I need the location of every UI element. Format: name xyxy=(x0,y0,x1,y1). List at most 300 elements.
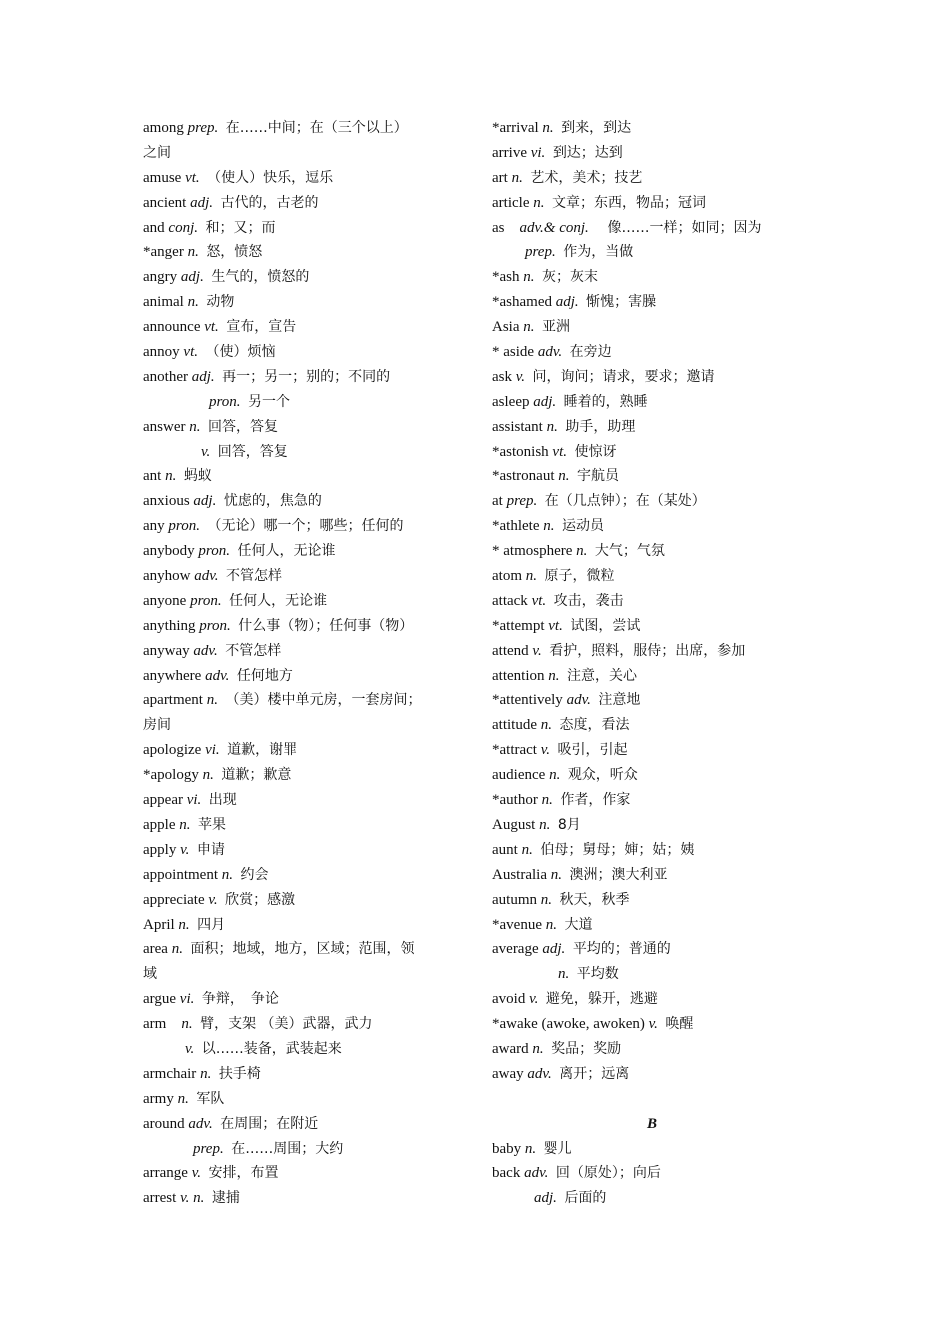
entry-meaning: 后面的 xyxy=(564,1190,607,1207)
entry-word: anyone xyxy=(143,592,187,609)
entry-line xyxy=(492,639,812,664)
entry-word: anyhow xyxy=(143,568,191,585)
entry-meaning: 不管怎样 xyxy=(226,568,283,585)
entry-word: *ashamed xyxy=(492,294,552,311)
entry-line xyxy=(143,415,473,440)
part-of-speech: n. xyxy=(541,792,553,809)
part-of-speech: vt. xyxy=(552,443,567,460)
part-of-speech: adj. xyxy=(180,269,204,286)
entry-line xyxy=(492,863,812,888)
entry-meaning: 使惊讶 xyxy=(574,443,617,460)
entry-line xyxy=(492,191,812,216)
entry-meaning: 8月 xyxy=(557,816,581,833)
entry-meaning: 伯母；舅母；婶；姑；姨 xyxy=(540,841,695,858)
entry-meaning: 另一个 xyxy=(248,393,291,410)
entry-line xyxy=(143,1062,473,1087)
continuation-line xyxy=(492,240,812,265)
entry-line xyxy=(492,216,812,241)
part-of-speech: adv. xyxy=(193,642,218,659)
part-of-speech: prep. xyxy=(506,493,538,510)
entry-meaning: 臂，支架 （美）武器，武力 xyxy=(200,1016,373,1033)
entry-meaning: 到达；达到 xyxy=(552,144,623,161)
part-of-speech: n. xyxy=(181,1016,193,1033)
part-of-speech: n. xyxy=(524,1140,537,1157)
entry-word: *attempt xyxy=(492,617,545,634)
entry-word: away xyxy=(492,1065,524,1082)
part-of-speech: pron. xyxy=(209,393,241,410)
entry-line xyxy=(143,116,473,141)
entry-line xyxy=(143,464,473,489)
entry-word: as xyxy=(492,219,505,236)
entry-meaning: 在旁边 xyxy=(569,344,612,361)
entry-word: *anger xyxy=(143,244,184,261)
part-of-speech: prep. xyxy=(525,244,556,261)
entry-word: around xyxy=(143,1115,185,1132)
entry-line xyxy=(143,1186,473,1211)
entry-meaning: 助手，助理 xyxy=(565,418,636,435)
part-of-speech: pron. xyxy=(198,543,230,560)
entry-meaning: 逮捕 xyxy=(211,1190,240,1207)
part-of-speech: adv. xyxy=(566,692,591,709)
entry-line xyxy=(492,415,812,440)
entry-meaning: 注意地 xyxy=(598,692,641,709)
entry-meaning: 苹果 xyxy=(197,816,226,833)
entry-word: army xyxy=(143,1090,174,1107)
entry-meaning: （美）楼中单元房，一套房间； xyxy=(225,692,422,709)
entry-meaning: （使人）快乐，逗乐 xyxy=(207,169,334,186)
part-of-speech: n. xyxy=(539,816,551,833)
entry-meaning: 房间 xyxy=(143,717,171,734)
section-heading: B xyxy=(646,1115,657,1132)
entry-word: appointment xyxy=(143,866,218,883)
entry-meaning: 到来，到达 xyxy=(561,120,632,136)
entry-line xyxy=(492,464,812,489)
entry-meaning: 秋天，秋季 xyxy=(559,891,630,908)
entry-word: appreciate xyxy=(143,891,205,908)
part-of-speech: n. xyxy=(533,194,545,211)
entry-meaning: 平均的；普通的 xyxy=(572,941,671,958)
entry-word: among xyxy=(143,120,184,136)
entry-meaning: 道歉；歉意 xyxy=(221,767,292,784)
entry-word: Australia xyxy=(492,866,547,883)
part-of-speech: n. xyxy=(523,269,535,286)
entry-meaning: 生气的，愤怒的 xyxy=(211,269,310,286)
part-of-speech: prep. xyxy=(187,120,219,136)
part-of-speech: n. xyxy=(202,767,214,784)
entry-word: attack xyxy=(492,592,528,609)
entry-meaning: 在……中间；在（三个以上） xyxy=(225,120,408,136)
entry-meaning: 作者，作家 xyxy=(560,792,631,809)
part-of-speech: adv. xyxy=(527,1065,552,1082)
part-of-speech: n. xyxy=(525,568,537,585)
entry-word: *attentively xyxy=(492,692,563,709)
entry-meaning: 攻击，袭击 xyxy=(553,592,624,609)
entry-line xyxy=(492,1062,812,1087)
part-of-speech: n. xyxy=(540,717,552,734)
entry-meaning: 蚂蚁 xyxy=(183,468,212,485)
entry-word: *athlete xyxy=(492,518,540,535)
entry-line xyxy=(143,987,473,1012)
entry-line xyxy=(492,1012,812,1037)
part-of-speech: vi. xyxy=(179,991,195,1008)
part-of-speech: vi. xyxy=(186,792,202,809)
entry-line xyxy=(492,788,812,813)
entry-word: anyway xyxy=(143,642,190,659)
entry-word: aunt xyxy=(492,841,518,858)
part-of-speech: v. n. xyxy=(180,1190,205,1207)
part-of-speech: n. xyxy=(511,169,523,186)
entry-word: anxious xyxy=(143,493,190,510)
entry-word: assistant xyxy=(492,418,543,435)
left-column xyxy=(143,116,473,1211)
part-of-speech: vt. xyxy=(183,344,198,361)
entry-word: award xyxy=(492,1040,529,1057)
entry-word: anything xyxy=(143,617,196,634)
entry-word: annoy xyxy=(143,344,180,361)
entry-meaning: 以……装备，武装起来 xyxy=(201,1040,342,1057)
entry-meaning: 忧虑的，焦急的 xyxy=(223,493,322,510)
entry-word: another xyxy=(143,368,188,385)
entry-line xyxy=(143,937,473,962)
entry-word: audience xyxy=(492,767,546,784)
entry-line xyxy=(492,489,812,514)
entry-meaning: （无论）哪一个；哪些；任何的 xyxy=(207,518,404,535)
part-of-speech: v. xyxy=(201,443,211,460)
entry-line xyxy=(492,315,812,340)
entry-word: arrange xyxy=(143,1165,188,1182)
entry-meaning: 态度，看法 xyxy=(559,717,630,734)
entry-word: armchair xyxy=(143,1065,197,1082)
entry-line xyxy=(143,340,473,365)
part-of-speech: vi. xyxy=(530,144,546,161)
entry-word: * aside xyxy=(492,344,535,361)
part-of-speech: pron. xyxy=(168,518,200,535)
entry-meaning: 宇航员 xyxy=(576,468,619,485)
entry-meaning: 任何人，无论谁 xyxy=(237,543,336,560)
entry-meaning: 奖品；奖励 xyxy=(551,1040,622,1057)
entry-line xyxy=(492,1161,812,1186)
entry-word: *attract xyxy=(492,742,537,759)
entry-line xyxy=(143,614,473,639)
entry-meaning: 像……一样；如同；因为 xyxy=(607,219,762,236)
entry-word: Asia xyxy=(492,319,520,336)
entry-line xyxy=(143,191,473,216)
entry-meaning: 灰；灰末 xyxy=(542,269,598,286)
continuation-line xyxy=(143,1137,473,1162)
entry-meaning: 争辩， 争论 xyxy=(201,991,279,1008)
entry-meaning: 申请 xyxy=(196,841,225,858)
part-of-speech: n. xyxy=(532,1040,544,1057)
continuation-line xyxy=(143,141,473,166)
entry-meaning: （使）烦恼 xyxy=(205,344,276,361)
part-of-speech: vi. xyxy=(205,742,220,759)
entry-meaning: 在（几点钟）；在（某处） xyxy=(544,493,706,510)
entry-line xyxy=(143,1012,473,1037)
entry-line xyxy=(492,141,812,166)
entry-word: arrest xyxy=(143,1190,177,1207)
entry-line xyxy=(143,514,473,539)
entry-word: back xyxy=(492,1165,521,1182)
entry-word: answer xyxy=(143,418,186,435)
entry-line xyxy=(492,539,812,564)
entry-line xyxy=(492,813,812,838)
part-of-speech: adv. xyxy=(188,1115,213,1132)
part-of-speech: n. xyxy=(200,1065,212,1082)
entry-line xyxy=(492,614,812,639)
entry-word: apple xyxy=(143,816,176,833)
entry-meaning: 平均数 xyxy=(576,966,619,983)
part-of-speech: adj. xyxy=(190,194,213,211)
part-of-speech: n. xyxy=(521,841,533,858)
part-of-speech: vt. xyxy=(185,169,200,186)
entry-meaning: 之间 xyxy=(143,144,171,161)
entry-line xyxy=(492,166,812,191)
part-of-speech: n. xyxy=(179,816,191,833)
entry-meaning: 不管怎样 xyxy=(225,642,282,659)
entry-word: attention xyxy=(492,667,545,684)
entry-line xyxy=(143,888,473,913)
entry-word: average xyxy=(492,941,539,958)
entry-line xyxy=(492,1137,812,1162)
entry-word: anywhere xyxy=(143,667,202,684)
entry-word: area xyxy=(143,941,168,958)
entry-line xyxy=(492,1037,812,1062)
part-of-speech: adv. xyxy=(537,344,563,361)
part-of-speech: n. xyxy=(576,543,588,560)
entry-word: August xyxy=(492,816,536,833)
entry-line xyxy=(492,265,812,290)
entry-word: *ash xyxy=(492,269,520,286)
entry-word: *astonish xyxy=(492,443,549,460)
part-of-speech: v. xyxy=(515,368,526,385)
entry-meaning: 道歉，谢罪 xyxy=(227,742,298,759)
entry-word: April xyxy=(143,916,175,933)
entry-line xyxy=(143,564,473,589)
entry-meaning: 再一；另一；别的；不同的 xyxy=(222,368,391,385)
part-of-speech: vt. xyxy=(548,617,563,634)
entry-line xyxy=(492,390,812,415)
entry-word: *apology xyxy=(143,767,199,784)
part-of-speech: n. xyxy=(542,120,554,136)
entry-word: announce xyxy=(143,319,201,336)
entry-word: anybody xyxy=(143,543,195,560)
right-column xyxy=(492,116,812,1211)
part-of-speech: vt. xyxy=(204,319,219,336)
continuation-line xyxy=(143,440,473,465)
entry-meaning: 原子，微粒 xyxy=(544,568,615,585)
part-of-speech: n. xyxy=(187,294,199,311)
entry-meaning: 大道 xyxy=(564,916,593,933)
entry-word: *avenue xyxy=(492,916,542,933)
entry-meaning: 离开；远离 xyxy=(559,1065,630,1082)
part-of-speech: n. xyxy=(171,941,183,958)
entry-word: atom xyxy=(492,568,522,585)
entry-word: attend xyxy=(492,642,529,659)
entry-meaning: 什么事（物）；任何事（物） xyxy=(238,617,414,634)
entry-line xyxy=(492,589,812,614)
entry-line xyxy=(143,265,473,290)
entry-line xyxy=(143,166,473,191)
entry-meaning: 睡着的，熟睡 xyxy=(563,393,648,410)
entry-line xyxy=(492,937,812,962)
continuation-line xyxy=(492,1186,812,1211)
part-of-speech: n. xyxy=(189,418,201,435)
entry-word: appear xyxy=(143,792,183,809)
entry-meaning: 婴儿 xyxy=(543,1140,572,1157)
continuation-line xyxy=(143,1037,473,1062)
entry-meaning: 宣布，宣告 xyxy=(226,319,297,336)
entry-word: baby xyxy=(492,1140,522,1157)
entry-word: *astronaut xyxy=(492,468,555,485)
entry-word: *awake (awoke, awoken) xyxy=(492,1016,645,1033)
entry-line xyxy=(492,987,812,1012)
entry-meaning: 回答，答复 xyxy=(207,418,278,435)
part-of-speech: v. xyxy=(540,742,551,759)
blank-line xyxy=(492,1087,812,1112)
entry-meaning: 欣赏；感激 xyxy=(225,891,296,908)
entry-line xyxy=(143,489,473,514)
entry-line xyxy=(492,290,812,315)
entry-line xyxy=(143,788,473,813)
entry-line xyxy=(492,664,812,689)
entry-line xyxy=(143,688,473,713)
entry-line xyxy=(143,1087,473,1112)
entry-meaning: 四月 xyxy=(197,916,226,933)
entry-meaning: 作为，当做 xyxy=(563,244,634,261)
entry-meaning: 出现 xyxy=(208,792,237,809)
entry-word: and xyxy=(143,219,165,236)
continuation-line xyxy=(492,962,812,987)
entry-word: autumn xyxy=(492,891,537,908)
part-of-speech: n. xyxy=(558,468,570,485)
part-of-speech: n. xyxy=(550,866,562,883)
part-of-speech: n. xyxy=(548,667,560,684)
entry-line xyxy=(143,365,473,390)
entry-line xyxy=(143,738,473,763)
entry-line xyxy=(143,664,473,689)
entry-word: ask xyxy=(492,368,512,385)
part-of-speech: n. xyxy=(187,244,199,261)
part-of-speech: n. xyxy=(558,966,570,983)
entry-line xyxy=(143,240,473,265)
entry-word: asleep xyxy=(492,393,530,410)
entry-meaning: 军队 xyxy=(196,1090,225,1107)
part-of-speech: conj. xyxy=(168,219,198,236)
entry-line xyxy=(143,315,473,340)
part-of-speech: n. xyxy=(523,319,535,336)
entry-word: arrive xyxy=(492,144,527,161)
entry-meaning: 任何人，无论谁 xyxy=(229,592,328,609)
part-of-speech: adv. xyxy=(194,568,219,585)
part-of-speech: n. xyxy=(177,1090,189,1107)
part-of-speech: n. xyxy=(540,891,552,908)
part-of-speech: adj. xyxy=(555,294,579,311)
entry-line xyxy=(143,1112,473,1137)
part-of-speech: prep. xyxy=(193,1140,224,1157)
entry-line xyxy=(492,365,812,390)
part-of-speech: adj. xyxy=(542,941,566,958)
entry-line xyxy=(143,539,473,564)
entry-word: apartment xyxy=(143,692,203,709)
entry-word: at xyxy=(492,493,503,510)
part-of-speech: v. xyxy=(185,1040,195,1057)
entry-word: apologize xyxy=(143,742,202,759)
entry-word: angry xyxy=(143,269,178,286)
entry-word: ant xyxy=(143,468,162,485)
entry-meaning: 回（原处）；向后 xyxy=(555,1165,661,1182)
entry-meaning: 艺术，美术；技艺 xyxy=(530,169,643,186)
entry-word: avoid xyxy=(492,991,526,1008)
entry-line xyxy=(492,913,812,938)
entry-word: article xyxy=(492,194,530,211)
entry-line xyxy=(143,913,473,938)
entry-meaning: 问，询问；请求，要求；邀请 xyxy=(532,368,715,385)
part-of-speech: adv. xyxy=(524,1165,549,1182)
part-of-speech: n. xyxy=(221,866,233,883)
entry-word: apply xyxy=(143,841,177,858)
entry-meaning: 亚洲 xyxy=(542,319,570,336)
continuation-line xyxy=(143,962,473,987)
entry-word: * atmosphere xyxy=(492,543,573,560)
entry-meaning: 吸引，引起 xyxy=(557,742,628,759)
entry-line xyxy=(143,813,473,838)
entry-word: arm xyxy=(143,1016,167,1033)
part-of-speech: adj. xyxy=(193,493,217,510)
part-of-speech: adj. xyxy=(191,368,215,385)
entry-meaning: 任何地方 xyxy=(236,667,293,684)
entry-word: animal xyxy=(143,294,184,311)
entry-line xyxy=(143,589,473,614)
part-of-speech: n. xyxy=(178,916,190,933)
entry-meaning: 在周围；在附近 xyxy=(220,1115,319,1132)
entry-word: amuse xyxy=(143,169,182,186)
continuation-line xyxy=(143,390,473,415)
entry-line xyxy=(492,514,812,539)
entry-meaning: 避免，躲开，逃避 xyxy=(545,991,658,1008)
part-of-speech: adv.& conj. xyxy=(519,219,589,236)
entry-meaning: 在……周围；大约 xyxy=(231,1140,344,1157)
entry-line xyxy=(143,216,473,241)
entry-meaning: 唤醒 xyxy=(665,1016,694,1033)
part-of-speech: v. xyxy=(532,642,542,659)
part-of-speech: n. xyxy=(543,518,555,535)
part-of-speech: v. xyxy=(180,841,190,858)
entry-line xyxy=(143,838,473,863)
entry-line xyxy=(143,290,473,315)
part-of-speech: n. xyxy=(546,418,558,435)
part-of-speech: adv. xyxy=(205,667,230,684)
entry-line xyxy=(492,688,812,713)
entry-meaning: 惭愧；害臊 xyxy=(586,294,657,311)
entry-meaning: 注意，关心 xyxy=(567,667,637,684)
entry-line xyxy=(492,888,812,913)
entry-meaning: 怒，愤怒 xyxy=(206,244,263,261)
entry-meaning: 动物 xyxy=(206,294,235,311)
part-of-speech: n. xyxy=(165,468,177,485)
entry-word: ancient xyxy=(143,194,187,211)
entry-meaning: 面积；地域，地方，区域；范围，领 xyxy=(190,941,415,958)
entry-meaning: 约会 xyxy=(240,866,269,883)
entry-meaning: 回答，答复 xyxy=(217,443,288,460)
part-of-speech: v. xyxy=(648,1016,658,1033)
part-of-speech: v. xyxy=(529,991,539,1008)
entry-meaning: 域 xyxy=(143,966,157,983)
entry-meaning: 安排，布置 xyxy=(208,1165,279,1182)
part-of-speech: pron. xyxy=(199,617,231,634)
entry-word: attitude xyxy=(492,717,537,734)
entry-word: *author xyxy=(492,792,538,809)
entry-meaning: 试图，尝试 xyxy=(570,617,641,634)
